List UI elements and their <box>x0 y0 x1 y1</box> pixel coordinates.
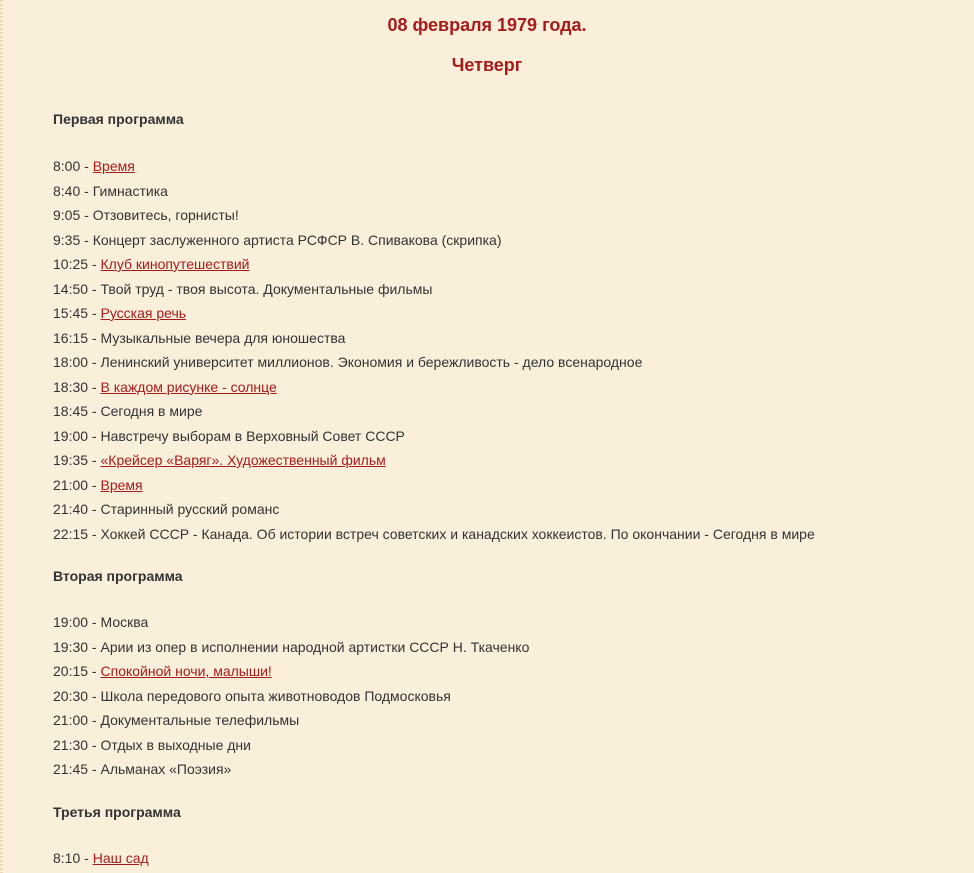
schedule-item: 15:45 - Русская речь <box>53 305 187 321</box>
schedule-title: Музыкальные вечера для юношества <box>100 329 346 346</box>
schedule-time: 16:15 <box>53 329 89 346</box>
schedule-time: 19:00 <box>53 427 89 444</box>
schedule-title: Альманах «Поэзия» <box>100 761 232 777</box>
schedule-time: 9:35 <box>53 231 81 248</box>
schedule-title: Документальные телефильмы <box>100 712 300 728</box>
program-title: Вторая программа <box>53 568 183 584</box>
date-title: 08 февраля 1979 года. <box>387 15 587 35</box>
schedule-title-link[interactable]: В каждом рисунке - солнце <box>100 378 277 395</box>
schedule-time: 19:30 <box>53 638 89 655</box>
schedule-item: 21:30 - Отдых в выходные дни <box>53 736 251 753</box>
schedule-title: Ленинский университет миллионов. Экономия и бережливость - дело всенародное <box>100 354 643 370</box>
schedule-title: Отдых в выходные дни <box>100 736 251 753</box>
schedule-title: Хоккей СССР - Канада. Об истории встреч советских и канадских хоккеистов. По окончании - Сегодня в мире <box>100 525 815 542</box>
schedule-title: Отзовитесь, горнисты! <box>92 207 239 223</box>
schedule-time: 8:00 <box>53 158 81 174</box>
schedule-title-link[interactable]: Наш сад <box>92 850 149 866</box>
program-title: Первая программа <box>53 111 184 127</box>
schedule-title: Москва <box>100 614 149 630</box>
schedule-item: 21:40 - Старинный русский романс <box>53 501 280 517</box>
schedule-list <box>53 610 953 782</box>
schedule-time: 10:25 <box>53 256 89 272</box>
schedule-title: Старинный русский романс <box>100 501 280 517</box>
schedule-title-link[interactable]: «Крейсер «Варяг». Художественный фильм <box>100 452 386 468</box>
schedule-time: 21:00 <box>53 476 89 493</box>
schedule-list <box>53 846 953 871</box>
schedule-item: 14:50 - Твой труд - твоя высота. Документальные фильмы <box>53 280 433 297</box>
schedule-item: 20:30 - Школа передового опыта животноводов Подмосковья <box>53 687 451 704</box>
program-title: Третья программа <box>53 804 181 820</box>
schedule-title: Навстречу выборам в Верховный Совет СССР <box>100 427 405 444</box>
schedule-item: 9:05 - Отзовитесь, горнисты! <box>53 207 239 223</box>
schedule-item: 20:15 - Спокойной ночи, малыши! <box>53 663 272 679</box>
schedule-time: 20:30 <box>53 687 89 704</box>
schedule-time: 18:30 <box>53 378 89 395</box>
schedule-title-link[interactable]: Спокойной ночи, малыши! <box>100 663 272 679</box>
schedule-item: 16:15 - Музыкальные вечера для юношества <box>53 329 346 346</box>
schedule-item: 8:00 - Время <box>53 158 135 174</box>
schedule-time: 21:30 <box>53 736 89 753</box>
schedule-item: 8:10 - Наш сад <box>53 850 149 866</box>
schedule-title: Сегодня в мире <box>100 403 203 419</box>
schedule-list <box>53 154 953 546</box>
schedule-time: 18:00 <box>53 354 89 370</box>
schedule-title-link[interactable]: Клуб кинопутешествий <box>100 256 250 272</box>
schedule-title-link[interactable]: Время <box>100 476 143 493</box>
schedule-item: 21:45 - Альманах «Поэзия» <box>53 761 232 777</box>
program-section-third <box>53 802 953 871</box>
schedule-item: 19:35 - «Крейсер «Варяг». Художественный фильм <box>53 452 386 468</box>
schedule-item: 18:45 - Сегодня в мире <box>53 403 203 419</box>
schedule-item: 22:15 - Хоккей СССР - Канада. Об истории встреч советских и канадских хоккеистов. По окончании - Сегодня в мире <box>53 525 815 542</box>
schedule-time: 8:10 <box>53 850 81 866</box>
schedule-time: 21:40 <box>53 501 89 517</box>
schedule-title-link[interactable]: Русская речь <box>100 305 187 321</box>
schedule-time: 14:50 <box>53 280 89 297</box>
weekday-title: Четверг <box>451 55 523 75</box>
schedule-time: 8:40 <box>53 182 81 199</box>
schedule-time: 18:45 <box>53 403 89 419</box>
schedule-time: 19:00 <box>53 614 89 630</box>
schedule-item: 9:35 - Концерт заслуженного артиста РСФСР В. Спивакова (скрипка) <box>53 231 502 248</box>
schedule-title-link[interactable]: Время <box>92 158 135 174</box>
schedule-time: 9:05 <box>53 207 81 223</box>
schedule-title: Концерт заслуженного артиста РСФСР В. Спивакова (скрипка) <box>92 231 502 248</box>
schedule-item: 19:00 - Москва <box>53 614 149 630</box>
schedule-time: 19:35 <box>53 452 89 468</box>
schedule-item: 18:30 - В каждом рисунке - солнце <box>53 378 277 395</box>
schedule-time: 20:15 <box>53 663 89 679</box>
schedule-item: 19:30 - Арии из опер в исполнении народной артистки СССР Н. Ткаченко <box>53 638 530 655</box>
schedule-item: 8:40 - Гимнастика <box>53 182 168 199</box>
schedule-title: Арии из опер в исполнении народной артистки СССР Н. Ткаченко <box>100 638 530 655</box>
schedule-title: Гимнастика <box>92 182 168 199</box>
schedule-item: 10:25 - Клуб кинопутешествий <box>53 256 250 272</box>
schedule-time: 15:45 <box>53 305 89 321</box>
schedule-time: 21:45 <box>53 761 89 777</box>
schedule-time: 22:15 <box>53 525 89 542</box>
schedule-item: 19:00 - Навстречу выборам в Верховный Совет СССР <box>53 427 405 444</box>
schedule-item: 21:00 - Время <box>53 476 143 493</box>
schedule-item: 21:00 - Документальные телефильмы <box>53 712 300 728</box>
schedule-title: Школа передового опыта животноводов Подмосковья <box>100 687 451 704</box>
schedule-time: 21:00 <box>53 712 89 728</box>
program-section-second <box>53 566 953 782</box>
schedule-title: Твой труд - твоя высота. Документальные фильмы <box>100 280 433 297</box>
schedule-item: 18:00 - Ленинский университет миллионов. Экономия и бережливость - дело всенародное <box>53 354 643 370</box>
program-section-first <box>53 109 953 546</box>
